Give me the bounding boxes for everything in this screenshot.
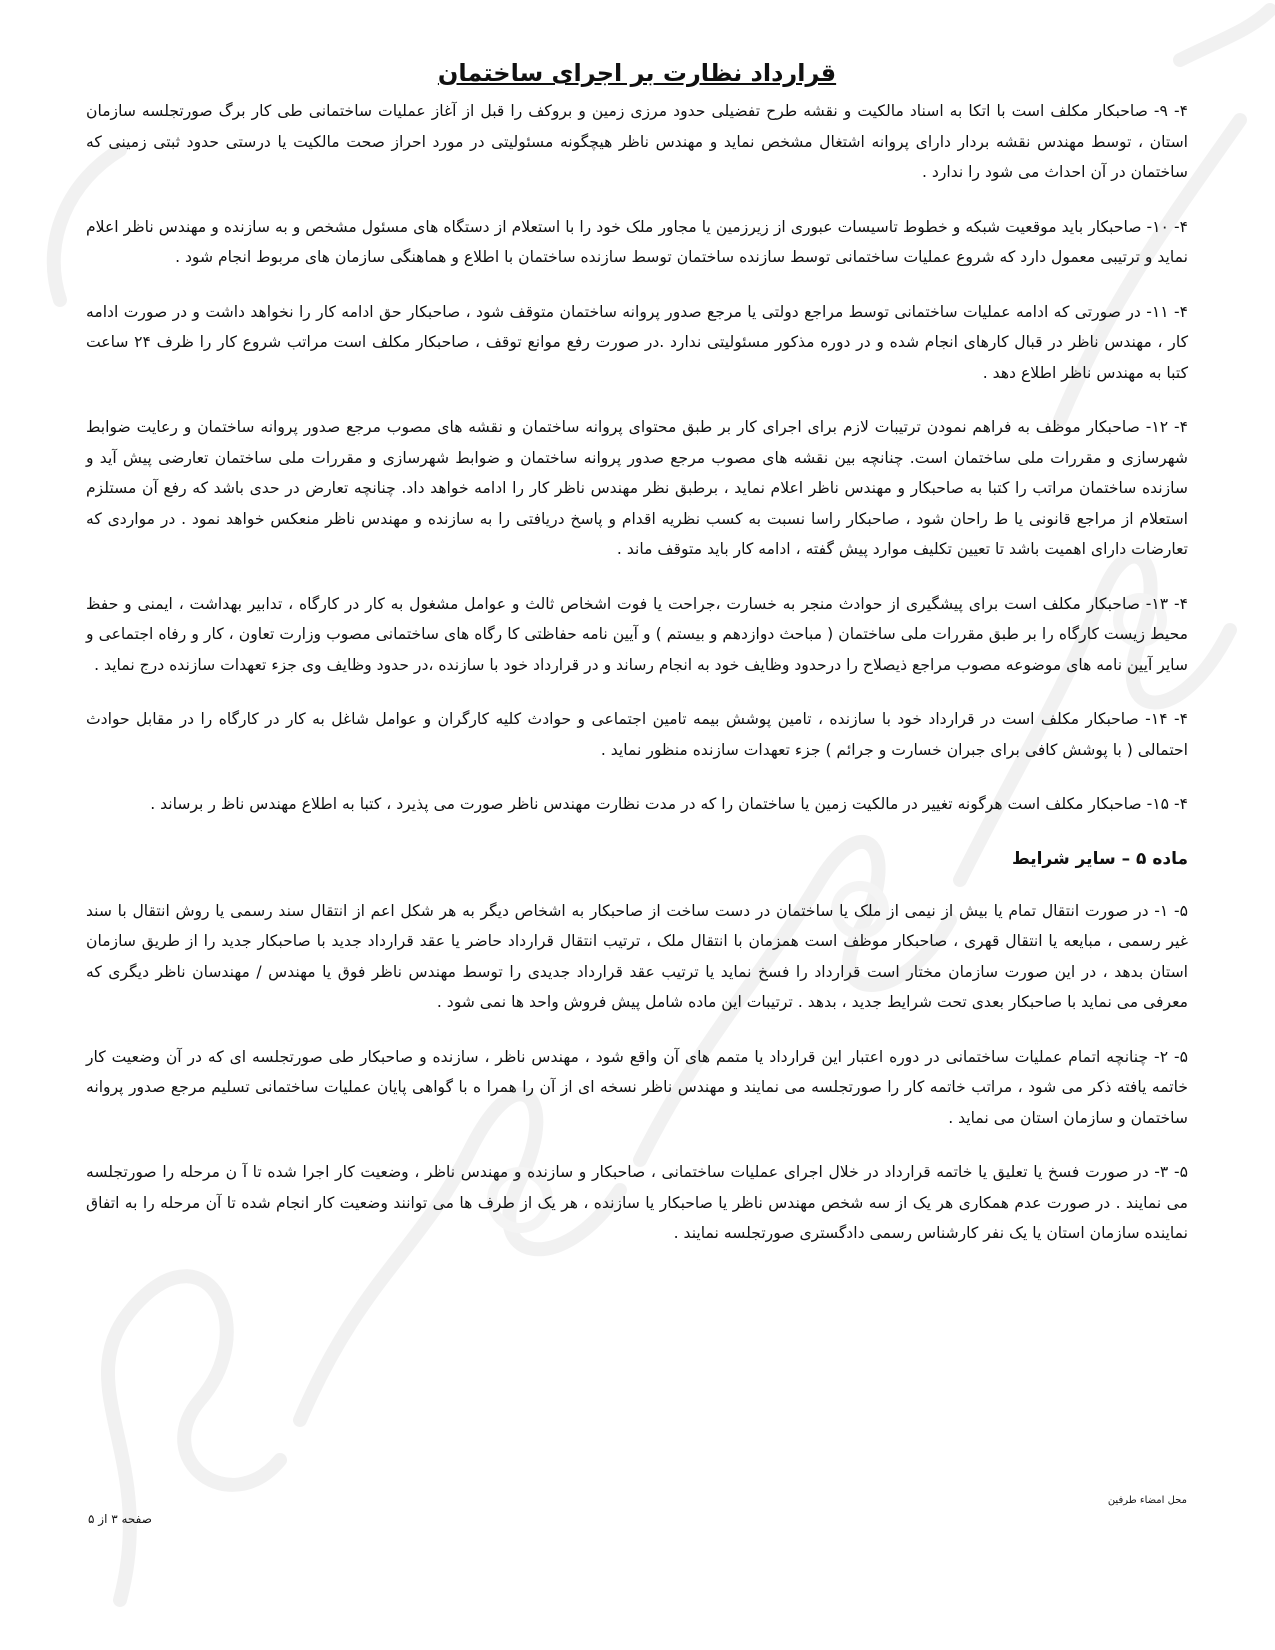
clause-5-2: ۵- ۲- چنانچه اتمام عملیات ساختمانی در دوره اعتبار این قرارداد یا متمم های آن واقع شود ، مهندس ناظر ، سازنده و صاحبکار طی صورتجلسه ای که در آن وضعیت کار خاتمه یافته ذکر می شود ، مراتب خاتمه کار را صورتجلسه می نمایند و مهندس ناظر نسخه ای از آن را همرا ه با گواهی پایان عملیات ساختمانی تسلیم مرجع صدور پروانه ساختمان و سازمان استان می نماید . [86,1047,1189,1127]
clause-4-15: ۴- ۱۵- صاحبکار مکلف است هرگونه تغییر در مالکیت زمین یا ساختمان را که در مدت نظارت مهندس ناظر صورت می پذیرد ، کتبا به اطلاع مهندس ناظ ر برساند . [150,795,1188,813]
clause-4-14: ۴- ۱۴- صاحبکار مکلف است در قرارداد خود با سازنده ، تامین پوشش بیمه تامین اجتماعی و حوادث کلیه کارگران و عوامل شاغل به کار در کارگاه را در مقابل حوادث احتمالی ( با پوشش کافی برای جبران خسارت و جرائم ) جزء تعهدات سازنده منظور نماید . [86,710,1188,759]
page-number: صفحه ۳ از ۵ [88,1512,152,1526]
clause-4-10: ۴- ۱۰- صاحبکار باید موقعیت شبکه و خطوط تاسیسات عبوری از زیرزمین یا مجاور ملک خود را با استعلام از دستگاه های مسئول مشخص و به سازنده و مهندس ناظر اعلام نماید و ترتیبی معمول دارد که شروع عملیات ساختمانی توسط سازنده ساختمان توسط سازنده ساختمان با اطلاع و هماهنگی سازمان های مربوط انجام شود . [86,217,1188,266]
clause-4-9: ۴- ۹- صاحبکار مکلف است با اتکا به اسناد مالکیت و نقشه طرح تفضیلی حدود مرزی زمین و بروکف را قبل از آغاز عملیات ساختمانی طی کار برگ صورتجلسه سازمان استان ، توسط مهندس نقشه بردار دارای پروانه اشتغال مشخص نماید و مهندس ناظر هیچگونه مسئولیتی در مورد احراز صحت مالکیت یا درستی حدود ثبتی زمینی که ساختمان در آن احداث می شود را ندارد . [86,102,1188,181]
clause-5-3: ۵- ۳- در صورت فسخ یا تعلیق یا خاتمه قرارداد در خلال اجرای عملیات ساختمانی ، صاحبکار و سازنده و مهندس ناظر ، وضعیت کار اجرا شده تا آ ن مرحله را صورتجلسه می نمایند . در صورت عدم همکاری هر یک از سه شخص مهندس ناظر یا صاحبکار یا سازنده ، هر یک از طرف ها می توانند وضعیت کار انجام شده تا آن مرحله را به اتفاق نماینده سازمان استان یا یک نفر کارشناس رسمی دادگستری صورتجلسه نمایند . [86,1163,1188,1242]
document-body [86,52,1188,1273]
clause-5-1: ۵- ۱- در صورت انتقال تمام یا بیش از نیمی از ملک یا ساختمان در دست ساخت از صاحبکار به اشخاص دیگر به هر شکل اعم از انتقال سند رسمی یا روش انتقال با سند غیر رسمی ، مبایعه یا انتقال قهری ، صاحبکار موظف است همزمان با انتقال ملک ، ترتیب انتقال قرارداد حاضر یا عقد قرارداد جدید با صاحبکار جدید را از طریق سازمان استان بدهد ، در این صورت سازمان مختار است قرارداد را فسخ نماید یا ترتیب عقد قرارداد جدیدی را توسط مهندس ناظر فوق یا مهندس / مهندسان ناظر دیگری که معرفی می نماید با صاحبکار بعدی تحت شرایط جدید ، بدهد . ترتیبات این ماده شامل پیش فروش واحد ها نمی شود . [86,901,1188,1011]
clause-4-11: ۴- ۱۱- در صورتی که ادامه عملیات ساختمانی توسط مراجع دولتی یا مرجع صدور پروانه ساختمان متوقف شود ، صاحبکار حق ادامه کار را نخواهد داشت و در صورت ادامه کار ، مهندس ناظر در قبال کارهای انجام شده و در دوره مذکور مسئولیتی ندارد .در صورت رفع موانع توقف ، صاحبکار مکلف است مراتب شروع کار را ظرف ۲۴ ساعت کتبا به مهندس ناظر اطلاع دهد . [86,302,1189,382]
section-5-heading: ماده ۵ – سایر شرایط [1011,848,1188,869]
signature-place-label: محل امضاء طرفین [1107,1495,1187,1506]
clause-4-12: ۴- ۱۲- صاحبکار موظف به فراهم نمودن ترتیبات لازم برای اجرای کار بر طبق محتوای پروانه ساختمان و نقشه های مصوب مرجع صدور پروانه ساختمان و رعایت ضوابط شهرسازی و مقررات ملی ساختمان است. چنانچه بین نقشه های مصوب مرجع صدور پروانه ساختمان و ضوابط شهرسازی و مقررات ملی ساختمان تعارضی پیش آید و سازنده ساختمان مراتب را کتبا به صاحبکار و مهندس ناظر اعلام نماید ، برطبق نظر مهندس ناظر کار را ادامه خواهد داد. چنانچه تعارض در حدی باشد که رفع آن مستلزم استعلام از مراجع قانونی یا ط راحان شود ، صاحبکار راسا نسبت به کسب نظریه اقدام و پاسخ دریافتی را به سازنده و مهندس ناظر منعکس خواهد نمود . در مواردی که تعارضات دارای اهمیت باشد تا تعیین تکلیف موارد پیش گفته ، ادامه کار باید متوقف ماند . [86,418,1188,558]
clause-4-13: ۴- ۱۳- صاحبکار مکلف است برای پیشگیری از حوادث منجر به خسارت ،جراحت یا فوت اشخاص ثالث و عوامل مشغول به کار در کارگاه ، تدابیر بهداشت ، ایمنی و حفظ محیط زیست کارگاه را بر طبق مقررات ملی ساختمان ( مباحث دوازدهم و بیستم ) و آیین نامه حفاظتی کا رگاه های ساختمانی مصوب وزارت تعاون ، کار و رفاه اجتماعی و سایر آیین نامه های موضوعه مصوب مراجع ذیصلاح را درحدود وظایف خود به انجام رساند و در قرارداد خود با سازنده ،در حدود وظایف وی جزء تعهدات سازنده درج نماید . [86,594,1188,674]
document-title: قرارداد نظارت بر اجرای ساختمان [437,59,837,87]
